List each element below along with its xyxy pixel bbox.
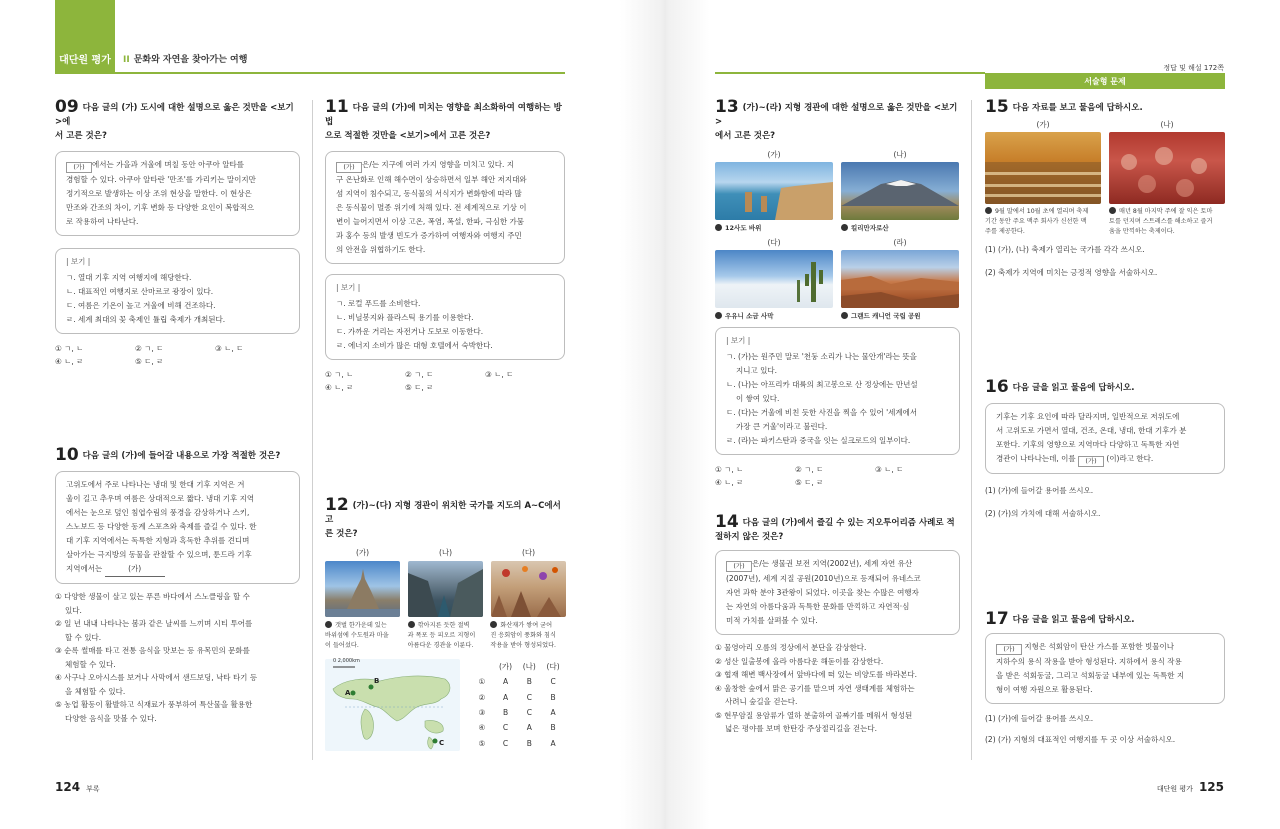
option[interactable]: ④ ㄴ, ㄹ [715, 478, 744, 487]
answer-row[interactable]: ③ B C A [478, 708, 556, 718]
question-13 [715, 97, 960, 489]
question-17 [985, 609, 1225, 746]
photo-label: (나) [438, 548, 453, 557]
question-stem: 14 다음 글의 (가)에서 즐길 수 있는 지오투어리즘 사례로 적 [715, 512, 955, 532]
photo-uyuni [715, 250, 833, 308]
option[interactable]: ⑤ ㄷ, ㄹ [795, 478, 824, 487]
answer-table: (가) (나) (다) ① A B C ② A C B ③ B C A ④ C A B ⑤ C B A [470, 659, 565, 751]
sub-question: (2) (가)의 가치에 대해 서술하시오. [985, 509, 1101, 518]
photo-tomatina [1109, 132, 1225, 204]
photo-label: (라) [893, 238, 907, 247]
blank-box: (가) [1078, 456, 1104, 467]
option[interactable]: ② ㄱ, ㄷ [135, 344, 164, 353]
blank-box: (가) [996, 644, 1022, 655]
answer-reference: 정답 및 해설 172쪽 [1163, 64, 1224, 72]
photo-grid: (가) 12사도 바위 (나) 킬리만자로산 (다) 우유니 소금 사막 (라) 그랜드 캐니언 국립 공원 [715, 149, 960, 321]
photo-fjord [408, 561, 483, 617]
passage-box: (가) 지형은 석회암이 탄산 가스를 포함한 빗물이나 지하수의 용식 작용을 받아 형성된다. 지하에서 용식 작용 을 받은 석회동굴, 그리고 석회동굴 내부에 있는 독특한 지 형이 여행 자원으로 활용된다. [985, 633, 1225, 704]
camera-icon [841, 224, 848, 231]
question-stem: 13 (가)~(라) 지형 경관에 대한 설명으로 옳은 것만을 <보기> [715, 97, 958, 127]
footer-left: 124 부록 [55, 780, 100, 794]
answer-options [325, 368, 565, 394]
photo-row: (가) 9월 말에서 10월 초에 열리며 축제 기간 동안 주요 맥주 회사가 신선한 맥 주를 제공한다. (나) 매년 8월 마지막 주에 잘 익은 토마 토를 던지며 스트레스를 해소하고 즐거 움을 만끽하는 축제이다. [985, 119, 1225, 237]
header-rule-right [715, 72, 985, 74]
answer-row[interactable]: ① A B C [478, 677, 556, 687]
answer-row[interactable]: ② A C B [478, 692, 556, 702]
unit-title: II 문화와 자연을 찾아가는 여행 [123, 55, 248, 65]
photo-label: (가) [1036, 120, 1050, 129]
photo-label: (나) [1160, 120, 1174, 129]
camera-icon [1109, 207, 1116, 214]
world-map [325, 659, 460, 751]
option[interactable]: ⑤ ㄷ, ㄹ [405, 383, 434, 392]
bogi-box: | 보기 | ㄱ. (가)는 원주민 말로 '천둥 소리가 나는 물안개'라는 뜻을 지니고 있다. ㄴ. (나)는 아프리카 대륙의 최고봉으로 산 정상에는 만년설 이 쌓여 있다. ㄷ. (다)는 거울에 비친 듯한 사진을 찍을 수 있어 '세계에서 가장 큰 거울'이라고 불린다. ㄹ. (라)는 파키스탄과 중국을 잇는 실크로드의 일부이다. [715, 327, 960, 455]
answer-row[interactable]: ④ C A B [478, 723, 556, 733]
question-stem-cont: 서 고른 것은? [55, 131, 107, 141]
map-label-b: B [374, 677, 380, 685]
option[interactable]: ⑤ ㄷ, ㄹ [135, 357, 164, 366]
answer-options [55, 342, 300, 368]
question-15 [985, 97, 1225, 279]
photo-label: (다) [767, 238, 781, 247]
column-divider [312, 100, 313, 760]
photo-label: (나) [893, 150, 907, 159]
camera-icon [408, 621, 415, 628]
camera-icon [715, 224, 722, 231]
option[interactable]: ② ㄱ, ㄷ [405, 370, 434, 379]
photo-grand-canyon [841, 250, 959, 308]
question-16 [985, 377, 1225, 520]
option[interactable]: ③ ㄴ, ㄷ [875, 465, 904, 474]
question-14 [715, 512, 960, 736]
option[interactable]: ① ㄱ, ㄴ [715, 465, 744, 474]
answer-options [715, 463, 960, 489]
passage-box: (가) 은/는 지구에 여러 가지 영향을 미치고 있다. 지 구 온난화로 인해 해수면이 상승하면서 일부 해안 저지대와 섬 지역이 침수되고, 동식물의 서식지가 변화함에 따라 많 은 동식물이 멸종 위기에 처해 있다. 전 세계적으로 기상 이 변이 늘어지면서 이상 고온, 폭염, 폭설, 한파, 극심한 가뭄 과 홍수 등의 발생 빈도가 증가하여 여행자와 여행지 주민 의 안전을 위협하기도 한다. [325, 151, 565, 264]
question-11 [325, 97, 565, 394]
blank-line: (가) [105, 562, 165, 577]
question-09 [55, 97, 300, 368]
map-scale: 0 2,000km [333, 658, 360, 664]
photo-row [325, 547, 565, 617]
sub-question: (1) (가)에 들어갈 용어를 쓰시오. [985, 486, 1094, 495]
sub-question: (2) 축제가 지역에 미치는 긍정적 영향을 서술하시오. [985, 268, 1158, 277]
option[interactable]: ① ㄱ, ㄴ [325, 370, 354, 379]
question-stem: 17 다음 글을 읽고 물음에 답하시오. [985, 609, 1135, 629]
option[interactable]: ① 다양한 생물이 살고 있는 푸른 바다에서 스노클링을 할 수 [55, 592, 250, 601]
blank-box: (가) [336, 162, 362, 173]
blank-box: (가) [66, 162, 92, 173]
camera-icon [715, 312, 722, 319]
answer-row[interactable]: ⑤ C B A [478, 738, 556, 748]
question-stem-cont: 른 것은? [325, 529, 358, 539]
passage-box: (가) 은/는 생물권 보전 지역(2002년), 세계 자연 유산 (2007년), 세계 지질 공원(2010년)으로 등재되어 유네스코 자연 과학 분야 3관왕이 되었다. 이곳을 찾는 수많은 여행자 는 자연의 아름다움과 독특한 문화를 만끽하고 자연적·심 미적 가치를 살펴볼 수 있다. [715, 550, 960, 635]
question-stem: 12 (가)~(다) 지형 경관이 위치한 국가를 지도의 A~C에서 고 [325, 495, 561, 525]
photo-label: (가) [767, 150, 781, 159]
footer-right: 대단원 평가 125 [1156, 780, 1224, 794]
bogi-box: | 보기 | ㄱ. 로컬 푸드를 소비한다. ㄴ. 비닐봉지와 플라스틱 용기를 이용한다. ㄷ. 가까운 거리는 자전거나 도보로 이동한다. ㄹ. 에너지 소비가 많은 대형 호텔에서 숙박한다. [325, 274, 565, 360]
option[interactable]: ④ 사구나 오아시스를 보거나 사막에서 샌드보딩, 낙타 타기 등 [55, 673, 258, 682]
photo-captions: 갯벌 한가운데 있는 바위섬에 수도원과 마을 이 들어섰다. 깎아지른 듯한 절벽 과 폭포 등 피오르 지형이 아름다운 경관을 이룬다. 화산재가 쌓여 굳어 진 응회암이 풍화와 침식 작용을 받아 형성되었다. [325, 622, 557, 649]
option[interactable]: ① ㄱ, ㄴ [55, 344, 84, 353]
page-number: 124 [55, 780, 81, 794]
answer-choices: ① 다양한 생물이 살고 있는 푸른 바다에서 스노클링을 할 수 있다. ② 일 년 내내 나타나는 봄과 같은 날씨를 느끼며 시티 투어를 할 수 있다. ③ 순록 썰매를 타고 전통 음식을 맛보는 등 유목민의 문화를 체험할 수 있다. ④ 사구나 오아시스를 보거나 사막에서 샌드보딩, 낙타 타기 등 을 체험할 수 있다. ⑤ 농업 활동이 활발하고 식재료가 풍부하여 특산물을 활용한 다양한 음식을 맛볼 수 있다. [55, 590, 300, 725]
answer-choices: ① 물영아리 오름의 정상에서 분단을 감상한다. ② 성산 일출봉에 올라 아름다운 해돋이를 감상한다. ③ 협재 해변 백사장에서 앞바다에 떠 있는 비양도를 바라본다. ④ 울창한 숲에서 맑은 공기를 맡으며 자연 생태계를 체험하는 사려니 숲길을 걷는다. ⑤ 현무암질 용암류가 열하 분출하여 골짜기를 메워서 형성된 넓은 평야를 보며 한탄강 주상절리길을 걷는다. [715, 641, 960, 736]
photo-cappadocia [491, 561, 566, 617]
option[interactable]: ① 물영아리 오름의 정상에서 분단을 감상한다. [715, 643, 867, 652]
photo-oktoberfest [985, 132, 1101, 204]
question-stem: 15 다음 자료를 보고 물음에 답하시오. [985, 97, 1143, 117]
question-stem-cont: 으로 적절한 것만을 <보기>에서 고른 것은? [325, 131, 491, 141]
option[interactable]: ② ㄱ, ㄷ [795, 465, 824, 474]
camera-icon [490, 621, 497, 628]
blank-box: (가) [726, 561, 752, 572]
question-stem: 09 다음 글의 (가) 도시에 대한 설명으로 옳은 것만을 <보기>에 [55, 97, 294, 127]
map-label-a: A [345, 689, 351, 697]
photo-kilimanjaro [841, 162, 959, 220]
option[interactable]: ⑤ 농업 활동이 활발하고 식재료가 풍부하여 특산물을 활용한 [55, 700, 253, 709]
option[interactable]: ④ ㄴ, ㄹ [55, 357, 84, 366]
column-divider [971, 100, 972, 760]
photo-mont-saint-michel [325, 561, 400, 617]
option[interactable]: ③ ㄴ, ㄷ [215, 344, 244, 353]
camera-icon [841, 312, 848, 319]
page-number: 125 [1198, 780, 1224, 794]
question-12 [325, 495, 565, 751]
passage-box: 기후는 기후 요인에 따라 달라지며, 일반적으로 저위도에 서 고위도로 가면서 열대, 건조, 온대, 냉대, 한대 기후가 분 포한다. 기후의 영향으로 지역마다 다양하고 독특한 자연 경관이 나타나는데, 이를 (가) (이)라고 한다. [985, 403, 1225, 474]
bogi-box: | 보기 | ㄱ. 열대 기후 지역 여행지에 해당한다. ㄴ. 대표적인 여행지로 산마르코 광장이 있다. ㄷ. 여름은 기온이 높고 겨울에 비해 건조하다. ㄹ. 세계 최대의 꽃 축제인 튤립 축제가 개최된다. [55, 248, 300, 334]
photo-label: (다) [521, 548, 536, 557]
option[interactable]: ④ ㄴ, ㄹ [325, 383, 354, 392]
header-rule-left [55, 72, 565, 74]
question-stem: 10 다음 글의 (가)에 들어갈 내용으로 가장 적절한 것은? [55, 445, 281, 465]
option[interactable]: ④ 울창한 숲에서 맑은 공기를 맡으며 자연 생태계를 체험하는 [715, 683, 915, 693]
option[interactable]: ② 성산 일출봉에 올라 아름다운 해돋이를 감상한다. [715, 656, 884, 666]
option[interactable]: ③ 협재 해변 백사장에서 앞바다에 떠 있는 비양도를 바라본다. [715, 670, 918, 679]
question-stem-cont: 절하지 않은 것은? [715, 532, 784, 542]
section-banner: 서술형 문제 [985, 73, 1225, 89]
map-label-c: C [439, 739, 445, 747]
option[interactable]: ③ ㄴ, ㄷ [485, 370, 514, 379]
question-stem: 16 다음 글을 읽고 물음에 답하시오. [985, 377, 1135, 397]
unit-tab: 대단원 평가 [55, 0, 115, 72]
sub-question: (1) (가), (나) 축제가 열리는 국가를 각각 쓰시오. [985, 245, 1145, 254]
option[interactable]: ③ 순록 썰매를 타고 전통 음식을 맛보는 등 유목민의 문화를 [55, 646, 250, 655]
page-gutter [620, 0, 710, 829]
photo-twelve-apostles [715, 162, 833, 220]
question-stem: 11 다음 글의 (가)에 미치는 영향을 최소화하여 여행하는 방법 [325, 97, 562, 127]
passage-box: (가) 에서는 가을과 겨울에 며칠 동안 아쿠아 알타를 경험할 수 있다. 아쿠아 알타란 '만조'를 가리키는 말이지만 정기적으로 발생하는 이상 조위 현상을 말한다. 이 현상은 만조와 간조의 차이, 기후 변화 등 다양한 요인이 복합적으 로 작용하여 나타난다. [55, 151, 300, 236]
option[interactable]: ⑤ 현무암질 용암류가 열하 분출하여 골짜기를 메워서 형성된 [715, 710, 913, 720]
photo-label: (가) [355, 548, 370, 557]
sub-question: (1) (가)에 들어갈 용어를 쓰시오. [985, 714, 1094, 723]
camera-icon [325, 621, 332, 628]
option[interactable]: ② 일 년 내내 나타나는 봄과 같은 날씨를 느끼며 시티 투어를 [55, 619, 253, 628]
camera-icon [985, 207, 992, 214]
question-stem-cont: 에서 고른 것은? [715, 131, 776, 141]
sub-question: (2) (가) 지형의 대표적인 여행지를 두 곳 이상 서술하시오. [985, 735, 1176, 744]
passage-box: 고위도에서 주로 나타나는 냉대 및 한대 기후 지역은 겨 울이 길고 추우며 여름은 상대적으로 짧다. 냉대 기후 지역 에서는 눈으로 덮인 침엽수림의 풍경을 감상하거나 스키, 스노보드 등 다양한 동계 스포츠와 축제를 즐길 수 있다. 한 대 기후 지역에서는 독특한 지형과 혹독한 추위를 견디며 살아가는 극지방의 동물을 관찰할 수 있으며, 툰드라 기후 지역에서는 (가) [55, 471, 300, 584]
question-10 [55, 445, 300, 725]
